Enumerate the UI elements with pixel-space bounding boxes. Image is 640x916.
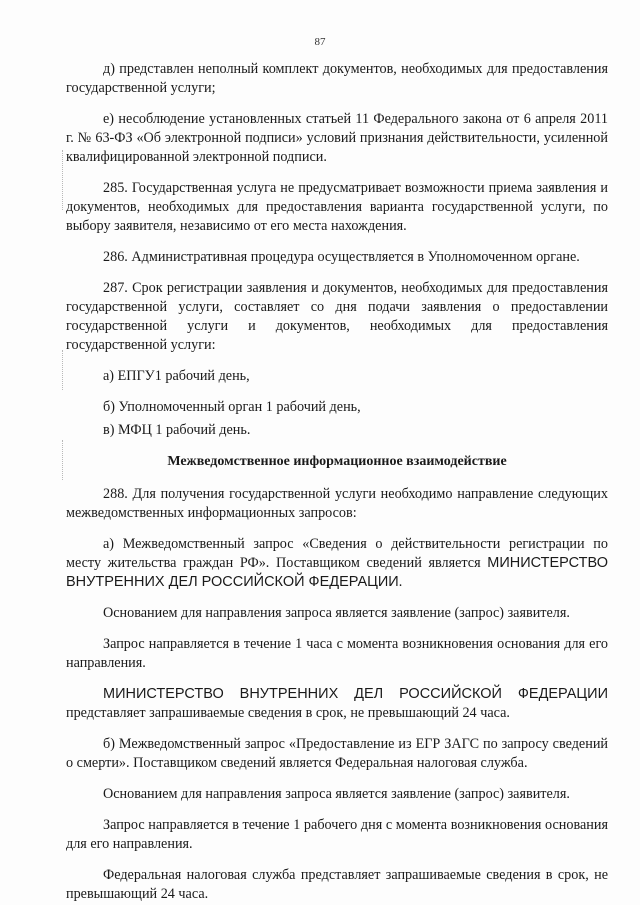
request-a-paragraph [66,535,608,592]
request-a-supplier: МИНИСТЕРСТВО ВНУТРЕННИХ ДЕЛ РОССИЙСКОЙ ФЕДЕРАЦИИ [66,555,608,590]
section-heading: Межведомственное информационное взаимодействие [167,454,507,469]
request-a-end: . [398,574,403,590]
paragraph-d: д) представлен неполный комплект документов, необходимых для предоставления государственной услуги; [66,61,608,96]
basis-paragraph-1: Основанием для направления запроса является заявление (запрос) заявителя. [103,605,570,621]
paragraph-e: е) несоблюдение установленных статьей 11 Федерального закона от 6 апреля 2011 г. № 63-ФЗ «Об электронной подписи» условий признания действительности, усиленной квалифицированной электронной подписи. [66,111,608,165]
list-item-organ: б) Уполномоченный орган 1 рабочий день, [103,399,361,415]
mvd-provides-paragraph [66,685,608,723]
request-a-text: а) Межведомственный запрос «Сведения о действительности регистрации по месту жительства граждан РФ». Поставщиком сведений является [66,536,608,571]
mvd-provides-text: представляет запрашиваемые сведения в срок, не превышающий 24 часа. [66,705,510,721]
paragraph-287: 287. Срок регистрации заявления и документов, необходимых для предоставления государственной услуги, составляет со дня подачи заявления о предоставлении государственной услуги и документов, необходимых для предоставления государственной услуги: [66,280,608,353]
document-body [66,60,608,916]
paragraph-285: 285. Государственная услуга не предусматривает возможности приема заявления и документов, необходимых для предоставления варианта государственной услуги, по выбору заявителя, независимо от его места нахождения. [66,180,608,234]
fns-provides-paragraph: Федеральная налоговая служба представляет запрашиваемые сведения в срок, не превышающий 24 часа. [66,867,608,902]
list-item-mfc: в) МФЦ 1 рабочий день. [103,422,251,438]
margin-scan-mark [62,440,64,480]
request-b-paragraph: б) Межведомственный запрос «Предоставление из ЕГР ЗАГС по запросу сведений о смерти». Поставщиком сведений является Федеральная налоговая служба. [66,736,608,771]
paragraph-288: 288. Для получения государственной услуги необходимо направление следующих межведомственных информационных запросов: [66,486,608,521]
basis-paragraph-2: Основанием для направления запроса является заявление (запрос) заявителя. [103,786,570,802]
sent-paragraph-2: Запрос направляется в течение 1 рабочего дня с момента возникновения основания для его направления. [66,817,608,852]
paragraph-286: 286. Административная процедура осуществляется в Уполномоченном органе. [103,249,580,265]
margin-scan-mark [62,150,64,210]
mvd-supplier-name: МИНИСТЕРСТВО ВНУТРЕННИХ ДЕЛ РОССИЙСКОЙ ФЕДЕРАЦИИ [103,686,608,702]
margin-scan-mark [62,350,64,390]
list-item-epgu: а) ЕПГУ1 рабочий день, [103,368,250,384]
page-number: 87 [314,36,326,48]
sent-paragraph-1: Запрос направляется в течение 1 часа с момента возникновения основания для его направления. [66,636,608,671]
